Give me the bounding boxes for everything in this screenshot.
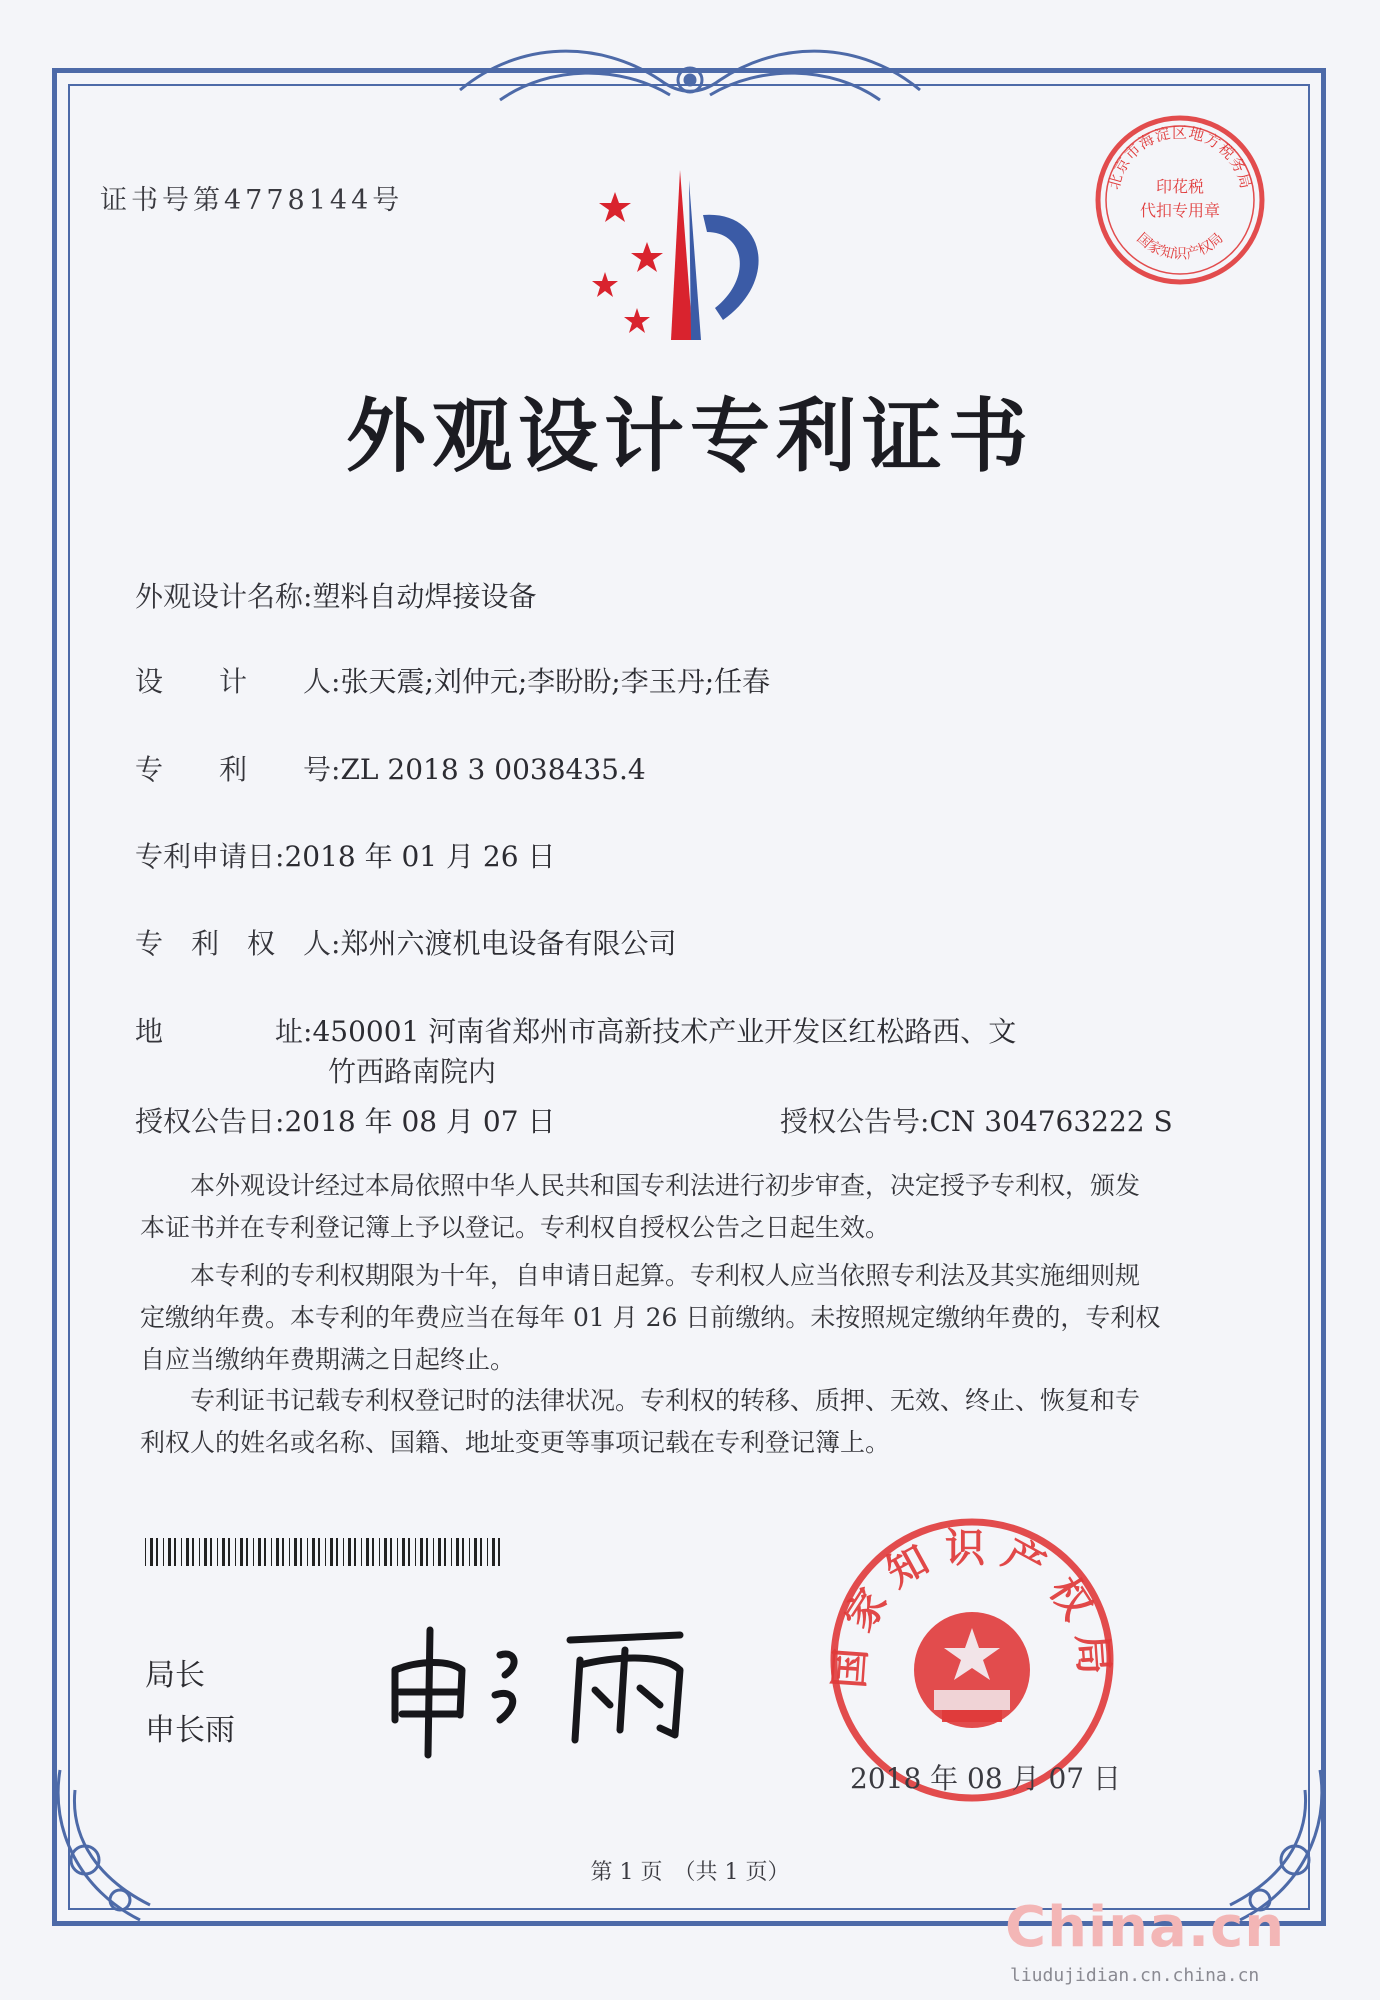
barcode-bar	[174, 1538, 176, 1566]
address-line-2: 竹西路南院内	[328, 1055, 497, 1088]
barcode-bar	[498, 1538, 500, 1566]
grant-date-value: 2018 年 08 月 07 日	[284, 1105, 556, 1138]
grant-number-value: CN 304763222 S	[929, 1105, 1173, 1138]
barcode-bar	[264, 1538, 266, 1566]
para1-line2: 本证书并在专利登记簿上予以登记。专利权自授权公告之日起生效。	[140, 1213, 891, 1242]
barcode-bar	[408, 1538, 410, 1566]
barcode-bar	[474, 1538, 477, 1566]
barcode-bar	[325, 1538, 326, 1566]
barcode-bar	[462, 1538, 464, 1566]
barcode-bar	[168, 1538, 171, 1566]
apply-date-row	[135, 835, 555, 875]
designer-value: 张天震;刘仲元;李盼盼;李玉丹;任春	[340, 665, 771, 698]
para1-line1: 本外观设计经过本局依照中华人民共和国专利法进行初步审查，决定授予专利权，颁发	[190, 1171, 1141, 1200]
barcode-bar	[294, 1538, 297, 1566]
patent-office-emblem-icon	[575, 170, 805, 350]
grant-date-row	[135, 1100, 555, 1140]
barcode-bar	[433, 1538, 434, 1566]
barcode-bar	[492, 1538, 495, 1566]
page-number: 第 1 页 （共 1 页）	[590, 1860, 790, 1885]
body-paragraph-2	[140, 1255, 1240, 1381]
barcode-bar	[276, 1538, 279, 1566]
barcode-bar	[156, 1538, 158, 1566]
barcode-bar	[354, 1538, 356, 1566]
barcode-bar	[289, 1538, 290, 1566]
director-signature	[380, 1610, 700, 1760]
para3-line1: 专利证书记载专利权登记时的法律状况。专利权的转移、质押、无效、终止、恢复和专	[190, 1386, 1141, 1415]
barcode-bar	[451, 1538, 452, 1566]
bottom-left-ornament	[40, 1760, 210, 1940]
body-paragraph-3	[140, 1380, 1240, 1464]
para2-line1: 本专利的专利权期限为十年，自申请日起算。专利权人应当依照专利法及其实施细则规	[190, 1261, 1141, 1290]
barcode-bar	[343, 1538, 344, 1566]
para2-line2: 定缴纳年费。本专利的年费应当在每年 01 月 26 日前缴纳。未按照规定缴纳年费的，专利权	[140, 1303, 1161, 1332]
barcode-bar	[145, 1538, 146, 1566]
design-name-row	[135, 575, 536, 615]
grant-date-label: 授权公告日:	[135, 1105, 285, 1138]
patent-holder-value: 郑州六渡机电设备有限公司	[340, 927, 677, 960]
barcode-bar	[438, 1538, 441, 1566]
watermark-url: liudujidian.cn.china.cn	[1010, 1965, 1260, 1986]
designer-label: 设 计 人:	[135, 665, 341, 698]
director-title: 局长	[145, 1658, 205, 1693]
grant-number-label: 授权公告号:	[780, 1105, 930, 1138]
barcode-bar	[258, 1538, 261, 1566]
barcode-bar	[348, 1538, 351, 1566]
svg-text:代扣专用章: 代扣专用章	[1139, 201, 1221, 220]
barcode-bar	[282, 1538, 284, 1566]
barcode-bar	[186, 1538, 189, 1566]
barcode-bar	[150, 1538, 153, 1566]
barcode-bar	[420, 1538, 423, 1566]
barcode-bar	[199, 1538, 200, 1566]
barcode-bar	[307, 1538, 308, 1566]
barcode-bar	[228, 1538, 230, 1566]
barcode-bar	[204, 1538, 207, 1566]
barcode-bar	[300, 1538, 302, 1566]
svg-text:国家知识产权局: 国家知识产权局	[826, 1525, 1118, 1690]
grant-number-row	[780, 1100, 1173, 1140]
para3-line2: 利权人的姓名或名称、国籍、地址变更等事项记载在专利登记簿上。	[140, 1428, 891, 1457]
patent-number-row	[135, 748, 646, 788]
barcode-bar	[366, 1538, 369, 1566]
barcode-bar	[318, 1538, 320, 1566]
barcode-bar	[372, 1538, 374, 1566]
seal-date: 2018 年 08 月 07 日	[850, 1762, 1122, 1795]
barcode-bar	[336, 1538, 338, 1566]
barcode-bar	[444, 1538, 446, 1566]
top-ornament	[440, 40, 940, 120]
barcode-bar	[384, 1538, 387, 1566]
apply-date-label: 专利申请日:	[135, 840, 285, 873]
design-name-value: 塑料自动焊接设备	[312, 580, 537, 613]
certificate-number: 证书号第4778144号	[100, 185, 404, 216]
barcode-bar	[469, 1538, 470, 1566]
watermark-brand: China.cn	[1005, 1895, 1286, 1960]
barcode-bar	[217, 1538, 218, 1566]
barcode	[145, 1538, 510, 1566]
barcode-bar	[312, 1538, 315, 1566]
designer-row	[135, 660, 770, 700]
patent-number-label: 专 利 号:	[135, 753, 341, 786]
barcode-bar	[330, 1538, 333, 1566]
address-label: 地 址:	[135, 1015, 313, 1048]
address-row	[135, 1010, 1016, 1050]
barcode-bar	[163, 1538, 164, 1566]
barcode-bar	[480, 1538, 482, 1566]
barcode-bar	[402, 1538, 405, 1566]
para2-line3: 自应当缴纳年费期满之日起终止。	[140, 1345, 516, 1374]
barcode-bar	[210, 1538, 212, 1566]
patent-number-value: ZL 2018 3 0038435.4	[340, 753, 646, 786]
apply-date-value: 2018 年 01 月 26 日	[284, 840, 556, 873]
barcode-bar	[192, 1538, 194, 1566]
barcode-bar	[361, 1538, 362, 1566]
barcode-bar	[235, 1538, 236, 1566]
barcode-bar	[253, 1538, 254, 1566]
body-paragraph-1	[140, 1165, 1240, 1249]
barcode-bar	[390, 1538, 392, 1566]
patent-holder-row	[135, 922, 676, 962]
barcode-bar	[379, 1538, 380, 1566]
svg-text:北京市海淀区地方税务局: 北京市海淀区地方税务局	[1104, 123, 1256, 192]
svg-text:印花税: 印花税	[1155, 177, 1205, 196]
svg-text:国家知识产权局: 国家知识产权局	[1133, 230, 1227, 263]
barcode-bar	[271, 1538, 272, 1566]
address-line-1: 450001 河南省郑州市高新技术产业开发区红松路西、文	[312, 1015, 1017, 1048]
barcode-bar	[426, 1538, 428, 1566]
barcode-bar	[415, 1538, 416, 1566]
patent-holder-label: 专 利 权 人:	[135, 927, 341, 960]
barcode-bar	[181, 1538, 182, 1566]
barcode-bar	[456, 1538, 459, 1566]
design-name-label: 外观设计名称:	[135, 580, 313, 613]
barcode-bar	[246, 1538, 248, 1566]
barcode-bar	[240, 1538, 243, 1566]
director-name: 申长雨	[145, 1713, 235, 1748]
tax-seal-stamp	[1090, 110, 1270, 290]
barcode-bar	[487, 1538, 488, 1566]
certificate-title: 外观设计专利证书	[346, 390, 1034, 483]
barcode-bar	[222, 1538, 225, 1566]
barcode-bar	[397, 1538, 398, 1566]
